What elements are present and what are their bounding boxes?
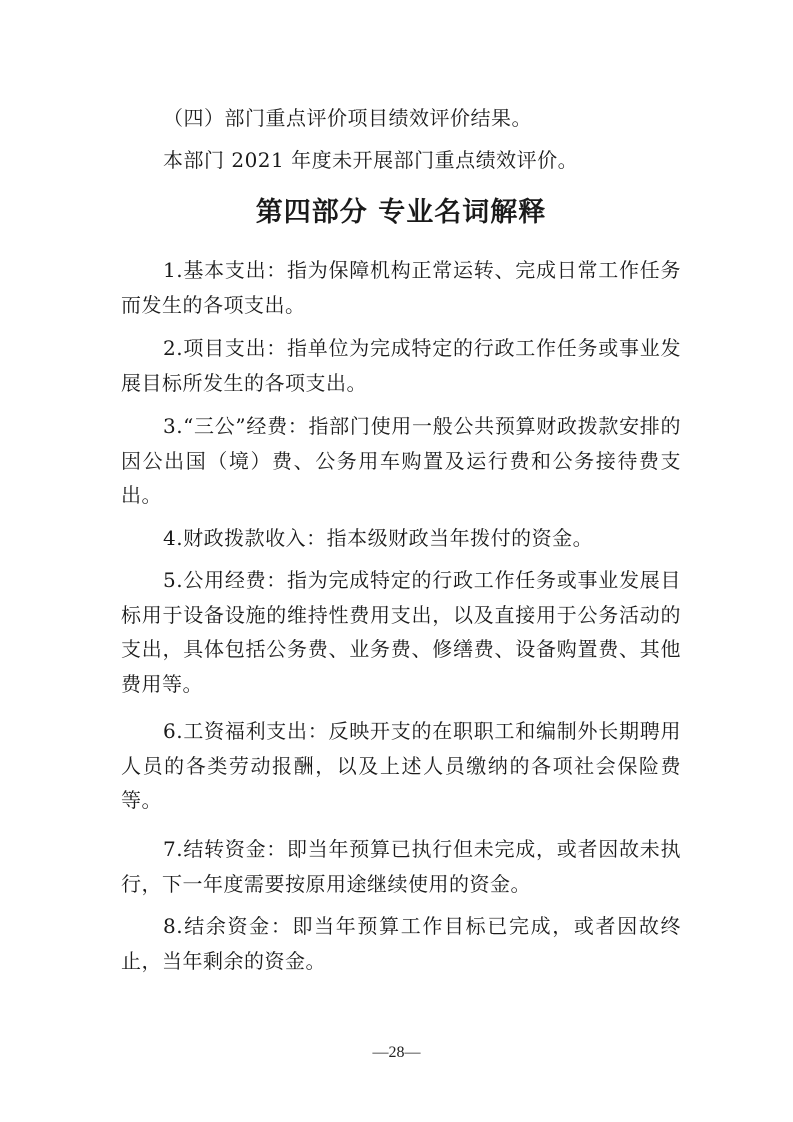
definition-surplus-funds: 8.结余资金：即当年预算工作目标已完成，或者因故终止，当年剩余的资金。 xyxy=(121,914,681,973)
definition-carryover-funds: 7.结转资金：即当年预算已执行但未完成，或者因故未执行，下一年度需要按原用途继续使用的资金。 xyxy=(121,837,681,896)
section-four-statement: 本部门 2021 年度未开展部门重点绩效评价。 xyxy=(163,148,579,172)
definition-project-expenditure: 2.项目支出：指单位为完成特定的行政工作任务或事业发展目标所发生的各项支出。 xyxy=(121,336,681,395)
definition-wages-welfare: 6.工资福利支出：反映开支的在职职工和编制外长期聘用人员的各类劳动报酬，以及上述人员缴纳的各项社会保险费等。 xyxy=(121,719,681,812)
definition-basic-expenditure: 1.基本支出：指为保障机构正常运转、完成日常工作任务而发生的各项支出。 xyxy=(121,258,681,317)
page-number: —28— xyxy=(372,1044,421,1061)
definition-fiscal-appropriation-income: 4.财政拨款收入：指本级财政当年拨付的资金。 xyxy=(163,526,594,550)
definition-public-funds: 5.公用经费：指为完成特定的行政工作任务或事业发展目标用于设备设施的维持性费用支出，以及直接用于公务活动的支出，具体包括公务费、业务费、修缮费、设备购置费、其他费用等。 xyxy=(121,568,681,696)
section-four-title: （四）部门重点评价项目绩效评价结果。 xyxy=(163,106,532,130)
part-four-heading: 第四部分 专业名词解释 xyxy=(255,197,547,228)
definition-three-public-funds: 3.“三公”经费：指部门使用一般公共预算财政拨款安排的因公出国（境）费、公务用车购置及运行费和公务接待费支出。 xyxy=(121,414,681,507)
